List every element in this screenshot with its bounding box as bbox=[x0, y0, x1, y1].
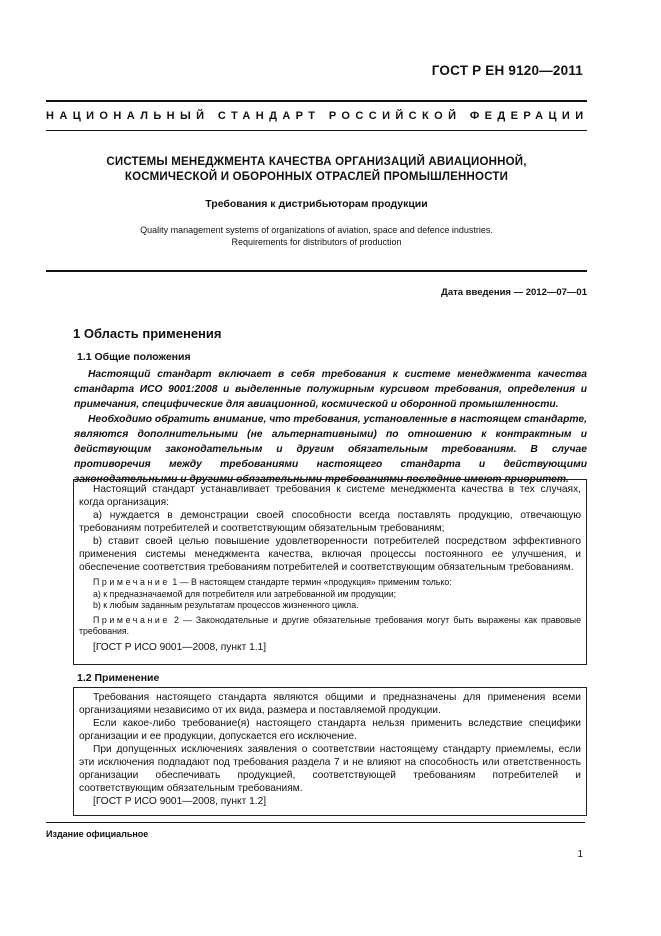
box1-note-1 bbox=[79, 577, 581, 589]
document-code: ГОСТ Р ЕН 9120—2011 bbox=[431, 63, 583, 78]
note-label: Примечание bbox=[93, 577, 170, 587]
title-bottom-rule bbox=[46, 270, 587, 272]
page-number: 1 bbox=[577, 849, 583, 860]
title-line-2: КОСМИЧЕСКОЙ И ОБОРОННЫХ ОТРАСЛЕЙ ПРОМЫШЛЕННОСТИ bbox=[124, 171, 509, 183]
top-rule bbox=[46, 100, 587, 102]
box1-note-1-item-a: а) к предназначаемой для потребителя или затребованной им продукции; bbox=[93, 588, 397, 599]
national-standard-banner: НАЦИОНАЛЬНЫЙ СТАНДАРТ РОССИЙСКОЙ ФЕДЕРАЦИИ bbox=[46, 110, 589, 122]
note-1-text: 1 — В настоящем стандарте термин «продукция» применим только: bbox=[172, 577, 452, 587]
footer-rule bbox=[46, 822, 585, 823]
document-subtitle: Требования к дистрибьюторам продукции bbox=[205, 198, 428, 210]
subsection-1-2-heading: 1.2 Применение bbox=[77, 672, 160, 684]
intro-text bbox=[74, 367, 587, 487]
intro-paragraph-1: Настоящий стандарт включает в себя требования к системе менеджмента качества стандарта ИСО 9001:2008 и выделенные полужирным курсивом требования, определения и примечания, специфические для авиационной, космической и оборонной промышленности. bbox=[74, 369, 587, 410]
english-title-line-1: Quality management systems of organizations of aviation, space and defence industries. bbox=[140, 225, 493, 235]
subsection-1-1-heading: 1.1 Общие положения bbox=[77, 351, 191, 363]
box1-item-b: b) ставит своей целью повышение удовлетворенности потребителей посредством эффективного применения системы менеджмента качества, включая процессы постоянного ее улучшения, и обеспечение соответствия требованиям потребителей и соответствующим обязательным требованиям. bbox=[79, 536, 581, 573]
note-label: Примечание bbox=[93, 614, 170, 625]
box2-reference: [ГОСТ Р ИСО 9001—2008, пункт 1.2] bbox=[93, 796, 267, 807]
banner-rule bbox=[46, 130, 587, 131]
quoted-requirements-box-2 bbox=[73, 687, 587, 816]
note-2-text: 2 — Законодательные и другие обязательные требования могут быть выражены как правовые требования. bbox=[79, 614, 581, 636]
box2-paragraph-3: При допущенных исключениях заявления о соответствии настоящему стандарту приемлемы, если эти исключения подпадают под требования раздела 7 и не влияют на способность или ответственность организации обеспечивать продукцией, соответствующей требованиям потребителей и соответствующим обязательным требованиям. bbox=[79, 744, 581, 794]
box1-note-2 bbox=[79, 615, 581, 638]
box1-reference: [ГОСТ Р ИСО 9001—2008, пункт 1.1] bbox=[93, 641, 267, 653]
english-title-line-2: Requirements for distributors of production bbox=[231, 237, 402, 247]
english-title bbox=[46, 224, 587, 248]
box1-note-1-item-b: b) к любым заданным результатам процессов жизненного цикла. bbox=[93, 600, 359, 610]
intro-paragraph-2: Необходимо обратить внимание, что требования, установленные в настоящем стандарте, являются дополнительными (не альтернативными) по отношению к контрактным и действующим законодательным и другим обязательным требованиям. В случае противоречия между требованиями настоящего стандарта и действующими законодательными и другими обязательными требованиями последние имеют приоритет. bbox=[74, 414, 587, 485]
box2-paragraph-1: Требования настоящего стандарта являются общими и предназначены для применения всеми организациями независимо от их вида, размера и поставляемой продукции. bbox=[79, 692, 581, 716]
box2-paragraph-2: Если какое-либо требование(я) настоящего стандарта нельзя применить вследствие специфики организации и ее продукции, допускается его исключение. bbox=[79, 718, 581, 742]
title-line-1: СИСТЕМЫ МЕНЕДЖМЕНТА КАЧЕСТВА ОРГАНИЗАЦИЙ АВИАЦИОННОЙ, bbox=[106, 156, 527, 168]
section-1-heading: 1 Область применения bbox=[73, 326, 222, 341]
box1-item-a: а) нуждается в демонстрации своей способности всегда поставлять продукцию, отвечающую требованиям потребителей и соответствующим обязательным требованиям; bbox=[79, 510, 581, 534]
quoted-requirements-box-1 bbox=[73, 479, 587, 665]
document-title bbox=[46, 155, 587, 185]
box1-paragraph: Настоящий стандарт устанавливает требования к системе менеджмента качества в тех случаях, когда организация: bbox=[79, 484, 581, 508]
introduction-date: Дата введения — 2012—07—01 bbox=[441, 287, 587, 298]
official-edition-label: Издание официальное bbox=[46, 829, 149, 839]
